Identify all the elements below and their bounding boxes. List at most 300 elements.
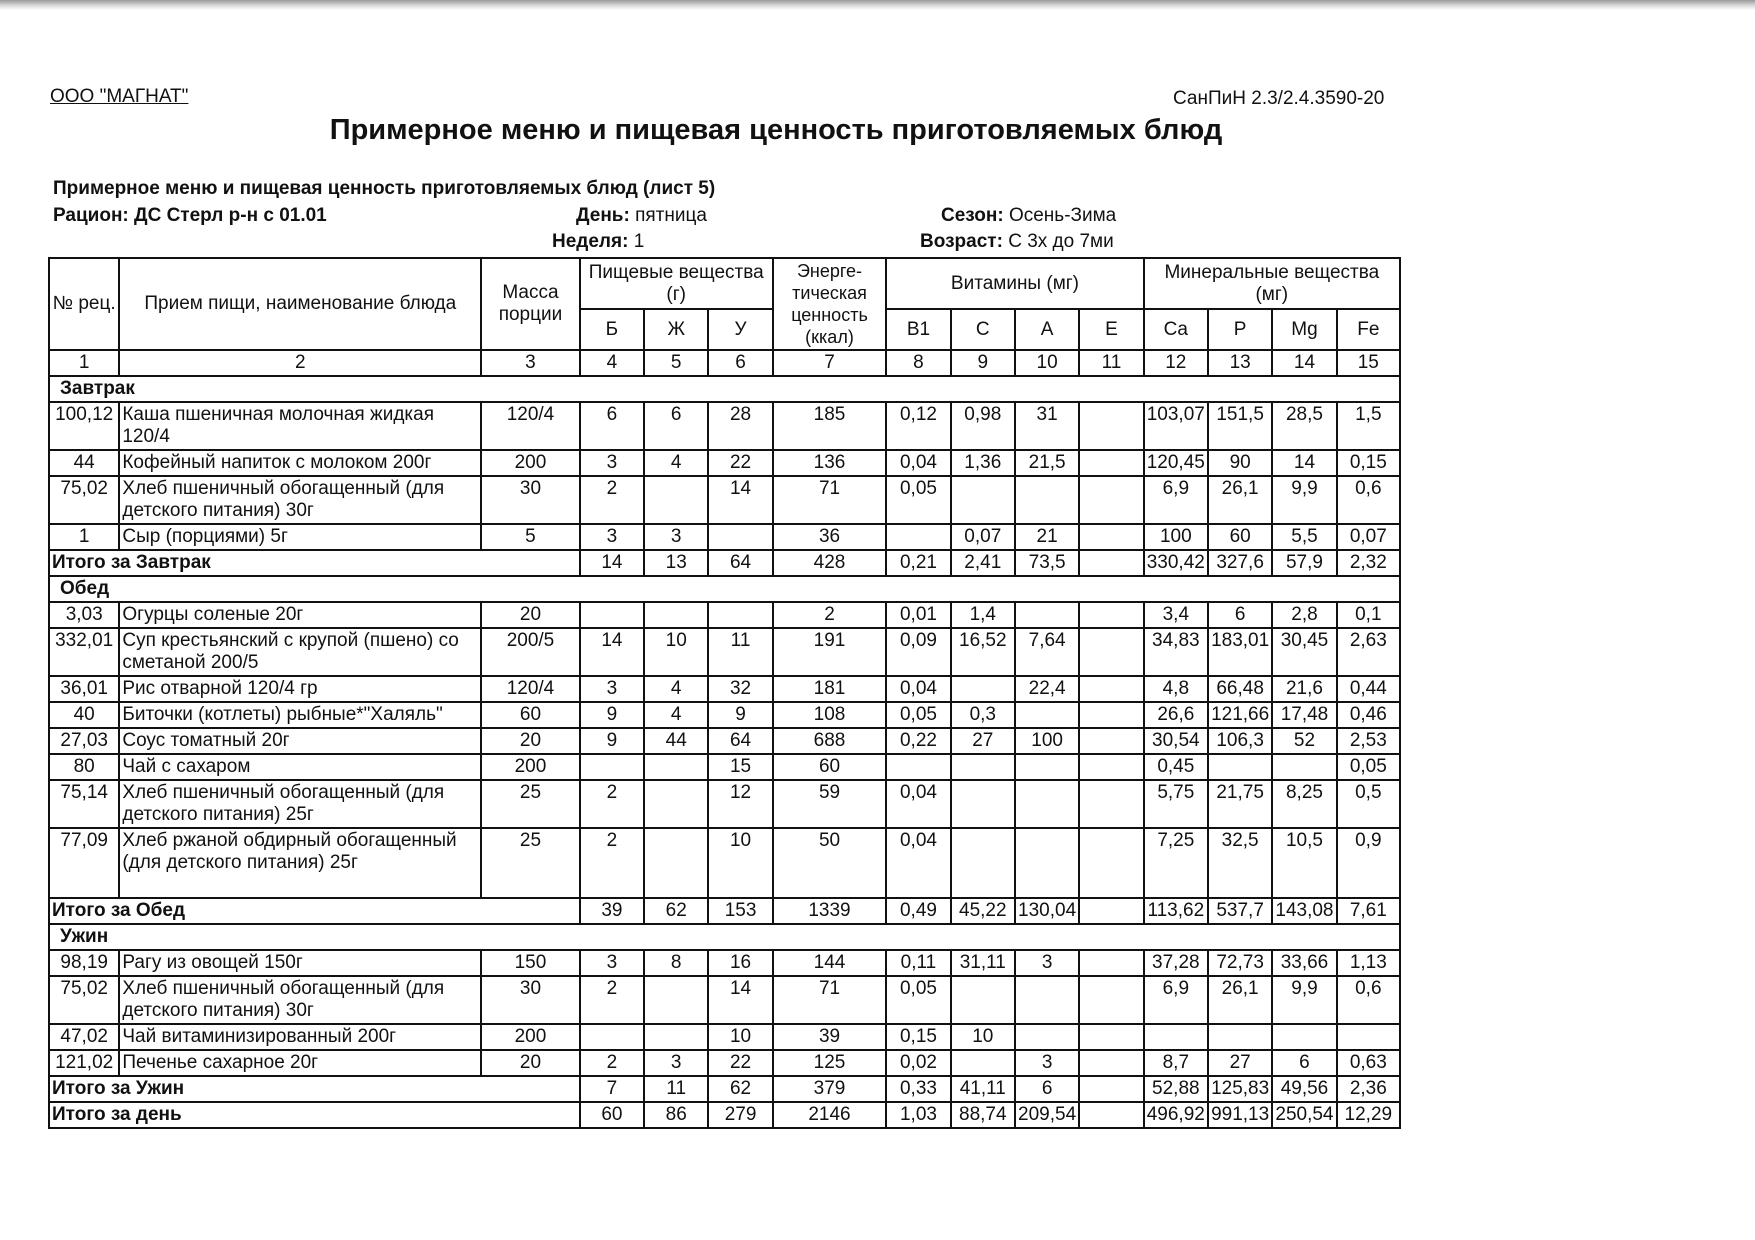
- table-cell: [1015, 828, 1079, 898]
- table-body: [49, 350, 1400, 1128]
- table-cell: 14: [708, 976, 772, 1024]
- table-cell: 0,04: [886, 450, 950, 476]
- dish-name: Огурцы соленые 20г: [119, 602, 481, 628]
- table-cell: 0,04: [886, 828, 950, 898]
- table-cell: 3: [580, 950, 644, 976]
- total-cell: 0,49: [886, 898, 950, 924]
- table-cell: 0,05: [886, 976, 950, 1024]
- table-cell: [644, 1024, 708, 1050]
- table-row: [49, 524, 1400, 550]
- dish-name: Рис отварной 120/4 гр: [119, 676, 481, 702]
- total-cell: 45,22: [951, 898, 1015, 924]
- total-cell: 379: [773, 1076, 887, 1102]
- total-cell: 39: [580, 898, 644, 924]
- table-cell: 0,15: [886, 1024, 950, 1050]
- table-cell: 125: [773, 1050, 887, 1076]
- table-cell: 60: [1208, 524, 1272, 550]
- table-cell: 100: [1015, 728, 1079, 754]
- table-cell: 0,5: [1337, 780, 1400, 828]
- table-cell: [951, 780, 1015, 828]
- table-cell: 31: [1015, 402, 1079, 450]
- table-cell: 9,9: [1272, 476, 1336, 524]
- table-cell: 17,48: [1272, 702, 1336, 728]
- table-cell: 10: [644, 628, 708, 676]
- day-total-cell: [1079, 1102, 1143, 1128]
- header-c: C: [951, 309, 1015, 350]
- table-cell: 9: [708, 702, 772, 728]
- table-cell: [644, 828, 708, 898]
- table-cell: 14: [708, 476, 772, 524]
- table-cell: 4: [644, 450, 708, 476]
- table-cell: [1079, 754, 1143, 780]
- age-label: Возраст:: [920, 231, 1003, 252]
- table-cell: [1079, 728, 1143, 754]
- table-cell: 50: [773, 828, 887, 898]
- total-cell: 62: [708, 1076, 772, 1102]
- recipe-number: 36,01: [49, 676, 119, 702]
- table-cell: 3: [1015, 1050, 1079, 1076]
- table-cell: 4: [644, 676, 708, 702]
- table-cell: 6,9: [1144, 976, 1208, 1024]
- column-number: 2: [119, 350, 481, 376]
- table-cell: 11: [708, 628, 772, 676]
- column-number: 10: [1015, 350, 1079, 376]
- table-cell: 26,1: [1208, 476, 1272, 524]
- table-cell: [1144, 1024, 1208, 1050]
- table-cell: 32: [708, 676, 772, 702]
- total-cell: 2,36: [1337, 1076, 1400, 1102]
- table-cell: 2: [580, 976, 644, 1024]
- table-cell: 39: [773, 1024, 887, 1050]
- table-cell: [951, 676, 1015, 702]
- table-cell: [1015, 754, 1079, 780]
- recipe-number: 121,02: [49, 1050, 119, 1076]
- table-cell: 3: [580, 450, 644, 476]
- header-b: Б: [580, 309, 644, 350]
- table-cell: 30: [481, 976, 580, 1024]
- table-cell: 200/5: [481, 628, 580, 676]
- table-cell: 28: [708, 402, 772, 450]
- day-total-row: [49, 1102, 1400, 1128]
- total-cell: 6: [1015, 1076, 1079, 1102]
- table-cell: [1079, 950, 1143, 976]
- total-cell: 537,7: [1208, 898, 1272, 924]
- day-total-cell: 991,13: [1208, 1102, 1272, 1128]
- sheet-subtitle: Примерное меню и пищевая ценность приготовляемых блюд (лист 5): [53, 178, 716, 199]
- table-cell: 27: [1208, 1050, 1272, 1076]
- total-cell: 41,11: [951, 1076, 1015, 1102]
- table-cell: [644, 976, 708, 1024]
- header-mass: Масса порции: [481, 258, 580, 350]
- total-cell: 2,32: [1337, 550, 1400, 576]
- recipe-number: 98,19: [49, 950, 119, 976]
- total-cell: 73,5: [1015, 550, 1079, 576]
- section-title: Завтрак: [49, 376, 1400, 402]
- total-cell: 13: [644, 550, 708, 576]
- total-cell: 57,9: [1272, 550, 1336, 576]
- header-nutrients: Пищевые вещества (г): [580, 258, 773, 309]
- table-row: [49, 676, 1400, 702]
- recipe-number: 75,14: [49, 780, 119, 828]
- day-total-cell: 279: [708, 1102, 772, 1128]
- total-cell: 7,61: [1337, 898, 1400, 924]
- table-cell: [1208, 1024, 1272, 1050]
- header-zh: Ж: [644, 309, 708, 350]
- table-cell: 20: [481, 728, 580, 754]
- total-cell: 113,62: [1144, 898, 1208, 924]
- table-cell: [1079, 702, 1143, 728]
- day-total-cell: 496,92: [1144, 1102, 1208, 1128]
- table-cell: [886, 524, 950, 550]
- recipe-number: 3,03: [49, 602, 119, 628]
- table-row: [49, 602, 1400, 628]
- table-cell: 2: [580, 780, 644, 828]
- table-cell: 30,45: [1272, 628, 1336, 676]
- total-cell: 49,56: [1272, 1076, 1336, 1102]
- total-cell: [1079, 898, 1143, 924]
- table-cell: 200: [481, 754, 580, 780]
- table-cell: [644, 476, 708, 524]
- table-cell: [951, 754, 1015, 780]
- column-number: 9: [951, 350, 1015, 376]
- table-cell: [1079, 602, 1143, 628]
- day-total-cell: 209,54: [1015, 1102, 1079, 1128]
- season-label: Сезон:: [941, 205, 1004, 226]
- table-cell: 34,83: [1144, 628, 1208, 676]
- age-info: [920, 231, 1114, 253]
- day-total-cell: 88,74: [951, 1102, 1015, 1128]
- column-number: 7: [773, 350, 887, 376]
- table-cell: 9: [580, 728, 644, 754]
- week-label: Неделя:: [552, 231, 629, 252]
- table-cell: 37,28: [1144, 950, 1208, 976]
- table-cell: 191: [773, 628, 887, 676]
- header-meal: Прием пищи, наименование блюда: [119, 258, 481, 350]
- table-cell: 3: [580, 524, 644, 550]
- total-cell: 7: [580, 1076, 644, 1102]
- season-value: Осень-Зима: [1008, 205, 1117, 226]
- table-cell: 8: [644, 950, 708, 976]
- dish-name: Печенье сахарное 20г: [119, 1050, 481, 1076]
- table-cell: 21,5: [1015, 450, 1079, 476]
- age-value: С 3х до 7ми: [1008, 231, 1114, 252]
- table-row: [49, 976, 1400, 1024]
- table-cell: 52: [1272, 728, 1336, 754]
- table-cell: 120,45: [1144, 450, 1208, 476]
- table-cell: 21: [1015, 524, 1079, 550]
- table-cell: [1079, 976, 1143, 1024]
- total-cell: 62: [644, 898, 708, 924]
- table-cell: 5,5: [1272, 524, 1336, 550]
- table-cell: 688: [773, 728, 887, 754]
- column-number: 15: [1337, 350, 1400, 376]
- section-total-label: Итого за Обед: [49, 898, 580, 924]
- table-cell: 0,44: [1337, 676, 1400, 702]
- table-cell: 0,15: [1337, 450, 1400, 476]
- table-cell: 71: [773, 476, 887, 524]
- table-cell: 185: [773, 402, 887, 450]
- total-cell: 125,83: [1208, 1076, 1272, 1102]
- table-cell: [1079, 628, 1143, 676]
- table-cell: 0,3: [951, 702, 1015, 728]
- day-total-cell: 60: [580, 1102, 644, 1128]
- table-cell: 0,05: [886, 702, 950, 728]
- dish-name: Рагу из овощей 150г: [119, 950, 481, 976]
- day-info: [576, 205, 707, 227]
- table-cell: 181: [773, 676, 887, 702]
- table-cell: 28,5: [1272, 402, 1336, 450]
- header-ca: Ca: [1144, 309, 1208, 350]
- table-cell: 6: [1208, 602, 1272, 628]
- table-row: [49, 628, 1400, 676]
- table-cell: 0,05: [886, 476, 950, 524]
- table-cell: 21,6: [1272, 676, 1336, 702]
- table-cell: 22: [708, 1050, 772, 1076]
- section-total-label: Итого за Ужин: [49, 1076, 580, 1102]
- table-cell: 14: [580, 628, 644, 676]
- week-value: 1: [633, 231, 645, 252]
- table-cell: 4,8: [1144, 676, 1208, 702]
- table-cell: [644, 602, 708, 628]
- table-row: [49, 754, 1400, 780]
- table-cell: 26,6: [1144, 702, 1208, 728]
- section-title: Обед: [49, 576, 1400, 602]
- column-number: 5: [644, 350, 708, 376]
- recipe-number: 44: [49, 450, 119, 476]
- table-cell: 64: [708, 728, 772, 754]
- season-info: [941, 205, 1116, 227]
- table-cell: [951, 476, 1015, 524]
- table-cell: 32,5: [1208, 828, 1272, 898]
- table-cell: [1015, 476, 1079, 524]
- table-cell: 0,63: [1337, 1050, 1400, 1076]
- section-total-row: [49, 1076, 1400, 1102]
- table-cell: 0,12: [886, 402, 950, 450]
- table-cell: 10: [708, 828, 772, 898]
- table-cell: 21,75: [1208, 780, 1272, 828]
- table-cell: 44: [644, 728, 708, 754]
- table-cell: 0,01: [886, 602, 950, 628]
- table-cell: 6: [644, 402, 708, 450]
- table-cell: [886, 754, 950, 780]
- total-cell: 143,08: [1272, 898, 1336, 924]
- total-cell: 2,41: [951, 550, 1015, 576]
- table-cell: 90: [1208, 450, 1272, 476]
- header-e: E: [1079, 309, 1143, 350]
- header-p: P: [1208, 309, 1272, 350]
- table-cell: 2: [580, 476, 644, 524]
- recipe-number: 77,09: [49, 828, 119, 898]
- recipe-number: 40: [49, 702, 119, 728]
- recipe-number: 47,02: [49, 1024, 119, 1050]
- column-numbers-row: [49, 350, 1400, 376]
- table-cell: 7,64: [1015, 628, 1079, 676]
- table-cell: 15: [708, 754, 772, 780]
- table-cell: 10,5: [1272, 828, 1336, 898]
- table-row: [49, 476, 1400, 524]
- table-cell: 7,25: [1144, 828, 1208, 898]
- column-number: 12: [1144, 350, 1208, 376]
- table-cell: [1015, 602, 1079, 628]
- ration-label: Рацион:: [53, 205, 129, 226]
- table-cell: 2: [773, 602, 887, 628]
- dish-name: Биточки (котлеты) рыбные*"Халяль": [119, 702, 481, 728]
- table-cell: [1079, 780, 1143, 828]
- table-cell: 8,7: [1144, 1050, 1208, 1076]
- table-cell: [1015, 780, 1079, 828]
- column-number: 1: [49, 350, 119, 376]
- table-cell: 0,07: [1337, 524, 1400, 550]
- table-cell: 200: [481, 1024, 580, 1050]
- table-cell: [1337, 1024, 1400, 1050]
- dish-name: Хлеб пшеничный обогащенный (для детского питания) 25г: [119, 780, 481, 828]
- day-total-cell: 12,29: [1337, 1102, 1400, 1128]
- table-cell: 22: [708, 450, 772, 476]
- dish-name: Каша пшеничная молочная жидкая 120/4: [119, 402, 481, 450]
- recipe-number: 100,12: [49, 402, 119, 450]
- standard-reference: СанПиН 2.3/2.4.3590-20: [1173, 88, 1385, 109]
- column-number: 13: [1208, 350, 1272, 376]
- menu-table: [48, 257, 1401, 1129]
- section-row: [49, 924, 1400, 950]
- table-cell: [1272, 1024, 1336, 1050]
- table-cell: 12: [708, 780, 772, 828]
- table-row: [49, 950, 1400, 976]
- table-cell: 2: [580, 828, 644, 898]
- table-cell: 0,07: [951, 524, 1015, 550]
- table-cell: 36: [773, 524, 887, 550]
- table-cell: 3: [580, 676, 644, 702]
- table-cell: 6: [580, 402, 644, 450]
- recipe-number: 1: [49, 524, 119, 550]
- table-row: [49, 828, 1400, 898]
- table-cell: 71: [773, 976, 887, 1024]
- table-cell: [951, 828, 1015, 898]
- table-cell: [1079, 1050, 1143, 1076]
- table-cell: 5: [481, 524, 580, 550]
- page-title: Примерное меню и пищевая ценность приготовляемых блюд: [329, 114, 1223, 146]
- table-row: [49, 1024, 1400, 1050]
- table-cell: 1,36: [951, 450, 1015, 476]
- table-cell: 0,9: [1337, 828, 1400, 898]
- column-number: 14: [1272, 350, 1336, 376]
- table-cell: [951, 976, 1015, 1024]
- table-cell: 16: [708, 950, 772, 976]
- table-cell: [580, 602, 644, 628]
- scan-edge: [0, 0, 1755, 10]
- table-cell: 0,45: [1144, 754, 1208, 780]
- table-cell: 0,09: [886, 628, 950, 676]
- table-cell: 20: [481, 1050, 580, 1076]
- table-cell: 27: [951, 728, 1015, 754]
- table-cell: 5,75: [1144, 780, 1208, 828]
- total-cell: 153: [708, 898, 772, 924]
- column-number: 8: [886, 350, 950, 376]
- table-cell: 8,25: [1272, 780, 1336, 828]
- table-row: [49, 702, 1400, 728]
- table-cell: [1079, 1024, 1143, 1050]
- table-cell: [644, 754, 708, 780]
- table-cell: 10: [708, 1024, 772, 1050]
- dish-name: Чай с сахаром: [119, 754, 481, 780]
- total-cell: 130,04: [1015, 898, 1079, 924]
- table-cell: [1208, 754, 1272, 780]
- dish-name: Соус томатный 20г: [119, 728, 481, 754]
- column-number: 4: [580, 350, 644, 376]
- table-cell: 0,02: [886, 1050, 950, 1076]
- total-cell: 0,33: [886, 1076, 950, 1102]
- table-cell: 1,13: [1337, 950, 1400, 976]
- recipe-number: 75,02: [49, 476, 119, 524]
- table-cell: 25: [481, 780, 580, 828]
- table-cell: [1015, 976, 1079, 1024]
- section-total-row: [49, 550, 1400, 576]
- table-row: [49, 402, 1400, 450]
- table-cell: [1015, 702, 1079, 728]
- table-cell: 16,52: [951, 628, 1015, 676]
- table-row: [49, 728, 1400, 754]
- table-cell: 136: [773, 450, 887, 476]
- table-cell: [580, 1024, 644, 1050]
- header-mg: Mg: [1272, 309, 1336, 350]
- header-vitamins: Витамины (мг): [886, 258, 1143, 309]
- table-cell: 2,8: [1272, 602, 1336, 628]
- table-row: [49, 1050, 1400, 1076]
- total-cell: 14: [580, 550, 644, 576]
- table-cell: [951, 1050, 1015, 1076]
- recipe-number: 75,02: [49, 976, 119, 1024]
- ration-value: ДС Стерл р-н с 01.01: [134, 205, 327, 226]
- table-cell: 121,66: [1208, 702, 1272, 728]
- table-cell: 72,73: [1208, 950, 1272, 976]
- total-cell: 11: [644, 1076, 708, 1102]
- table-cell: 9: [580, 702, 644, 728]
- dish-name: Хлеб пшеничный обогащенный (для детского питания) 30г: [119, 476, 481, 524]
- header-b1: B1: [886, 309, 950, 350]
- table-cell: 120/4: [481, 676, 580, 702]
- table-cell: 22,4: [1015, 676, 1079, 702]
- table-cell: 120/4: [481, 402, 580, 450]
- table-cell: 106,3: [1208, 728, 1272, 754]
- table-cell: 150: [481, 950, 580, 976]
- table-cell: 3: [1015, 950, 1079, 976]
- table-header: [49, 258, 1400, 350]
- table-cell: [708, 524, 772, 550]
- table-row: [49, 450, 1400, 476]
- table-cell: 3: [644, 524, 708, 550]
- ration-info: [53, 205, 327, 227]
- table-cell: 60: [481, 702, 580, 728]
- column-number: 6: [708, 350, 772, 376]
- dish-name: Кофейный напиток с молоком 200г: [119, 450, 481, 476]
- table-cell: 0,04: [886, 676, 950, 702]
- table-cell: [1079, 676, 1143, 702]
- table-cell: 60: [773, 754, 887, 780]
- table-cell: [580, 754, 644, 780]
- day-total-label: Итого за день: [49, 1102, 580, 1128]
- table-cell: 2: [580, 1050, 644, 1076]
- table-cell: 0,46: [1337, 702, 1400, 728]
- table-cell: 0,1: [1337, 602, 1400, 628]
- table-cell: 66,48: [1208, 676, 1272, 702]
- table-cell: 151,5: [1208, 402, 1272, 450]
- table-cell: 26,1: [1208, 976, 1272, 1024]
- table-cell: 1,4: [951, 602, 1015, 628]
- total-cell: [1079, 550, 1143, 576]
- table-cell: 20: [481, 602, 580, 628]
- header-fe: Fe: [1337, 309, 1400, 350]
- table-cell: [1015, 1024, 1079, 1050]
